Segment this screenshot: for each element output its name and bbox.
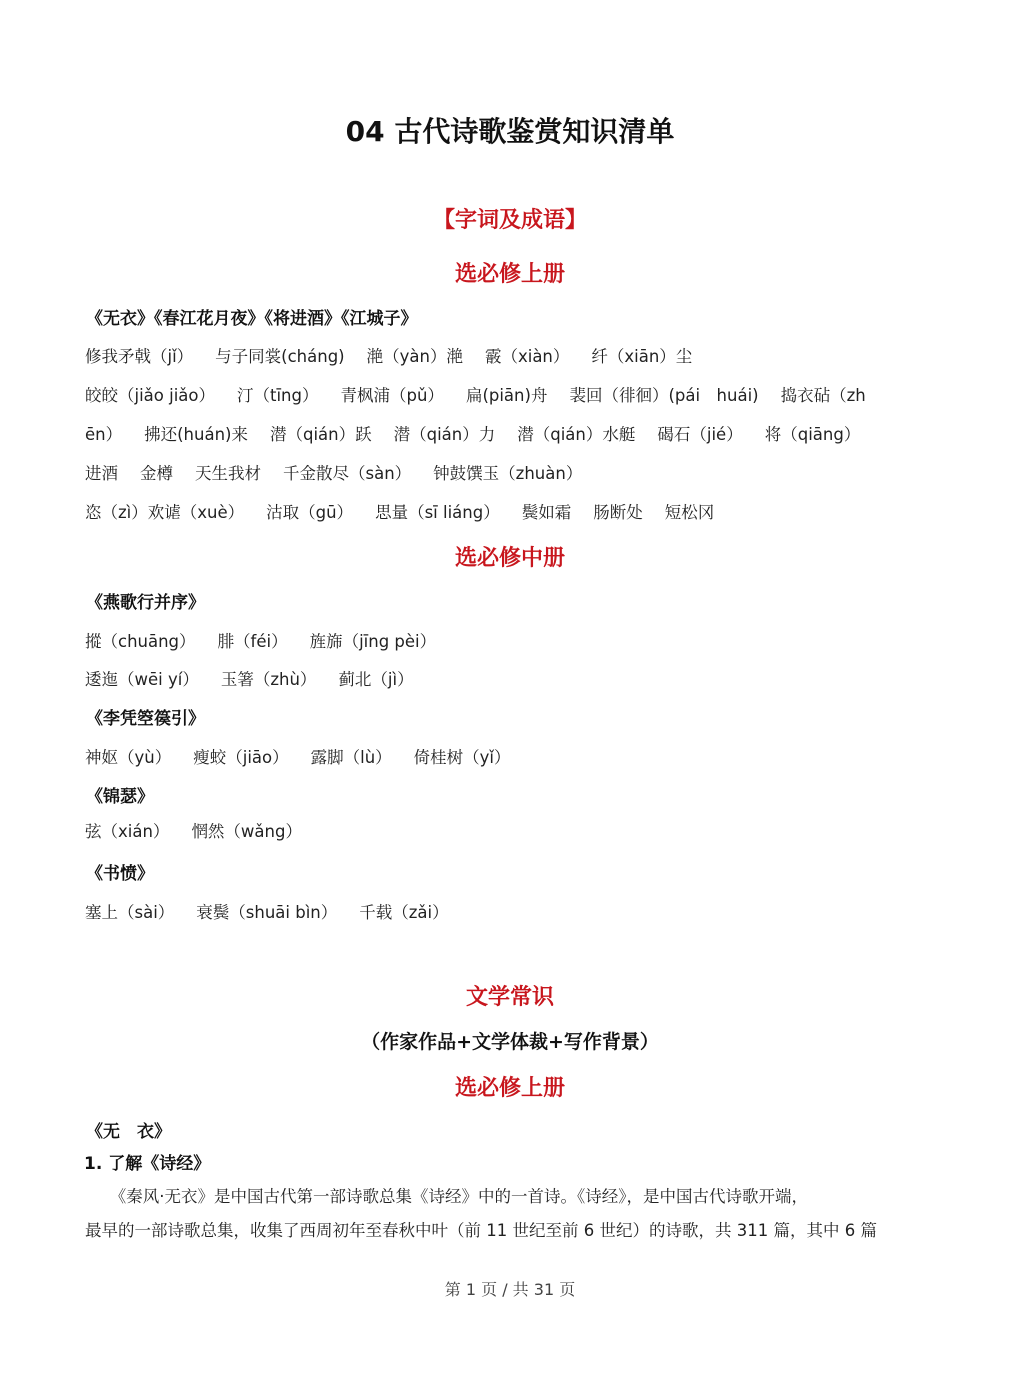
section-heading-literature: 文学常识 bbox=[465, 985, 554, 1010]
vocab-item: 裴回（徘徊）(pái huái) bbox=[569, 386, 759, 405]
vocab-item: 肠断处 bbox=[593, 503, 643, 522]
vocab-item: 鬓如霜 bbox=[521, 503, 572, 522]
volume-heading-upper-2: 选必修上册 bbox=[454, 1076, 565, 1101]
vocab-item: 短松冈 bbox=[664, 503, 715, 522]
vocab-item: 皎皎（jiǎo jiǎo） bbox=[85, 386, 215, 405]
vocab-item: 沽取（gū） bbox=[266, 503, 354, 522]
vocab-line bbox=[85, 505, 736, 522]
vocab-item: ēn） bbox=[85, 425, 123, 444]
poem-title: 《书愤》 bbox=[86, 864, 154, 884]
vocab-line bbox=[85, 824, 324, 841]
section-heading-vocab: 【字词及成语】 bbox=[432, 208, 587, 233]
vocab-line bbox=[85, 388, 888, 405]
vocab-item: 腓（féi） bbox=[217, 632, 288, 651]
vocab-item: 天生我材 bbox=[195, 464, 261, 483]
vocab-item: 玉箸（zhù） bbox=[220, 670, 317, 689]
section-subheading: （作家作品+文学体裁+写作背景） bbox=[361, 1031, 659, 1053]
vocab-item: 纤（xiān）尘 bbox=[591, 347, 693, 366]
volume-heading-middle: 选必修中册 bbox=[454, 546, 565, 571]
vocab-item: 捣衣砧（zh bbox=[780, 386, 866, 405]
poem-title: 《燕歌行并序》 bbox=[86, 593, 205, 613]
vocab-item: 将（qiāng） bbox=[764, 425, 861, 444]
vocab-item: 霰（xiàn） bbox=[484, 347, 570, 366]
vocab-line bbox=[85, 427, 882, 444]
vocab-item: 碣石（jié） bbox=[657, 425, 743, 444]
item-title: 1. 了解《诗经》 bbox=[84, 1154, 211, 1174]
vocab-item: 倚桂树（yǐ） bbox=[413, 748, 511, 767]
document-title: 04 古代诗歌鉴赏知识清单 bbox=[345, 115, 675, 148]
vocab-item: 千载（zǎi） bbox=[359, 903, 449, 922]
vocab-item: 逶迤（wēi yí） bbox=[85, 670, 199, 689]
vocab-item: 思量（sī liáng） bbox=[375, 503, 500, 522]
vocab-item: 神妪（yù） bbox=[85, 748, 172, 767]
vocab-item: 露脚（lù） bbox=[310, 748, 392, 767]
vocab-line bbox=[85, 634, 458, 651]
poem-title-wuyi: 《无 衣》 bbox=[86, 1122, 171, 1142]
vocab-item: 瘦蛟（jiāo） bbox=[193, 748, 289, 767]
vocab-item: 进酒 bbox=[85, 464, 118, 483]
vocab-item: 摐（chuāng） bbox=[85, 632, 196, 651]
vocab-item: 青枫浦（pǔ） bbox=[340, 386, 444, 405]
vocab-line bbox=[85, 750, 533, 767]
vocab-line bbox=[85, 349, 714, 366]
vocab-item: 与子同裳(cháng) bbox=[215, 347, 345, 366]
page-footer: 第 1 页 / 共 31 页 bbox=[444, 1280, 576, 1299]
vocab-item: 潜（qián）跃 bbox=[269, 425, 372, 444]
poem-titles: 《无衣》《春江花月夜》《将进酒》《江城子》 bbox=[86, 309, 418, 329]
vocab-item: 惘然（wǎng） bbox=[191, 822, 302, 841]
vocab-item: 修我矛戟（jǐ） bbox=[85, 347, 194, 366]
vocab-line bbox=[85, 466, 604, 483]
vocab-item: 汀（tīng） bbox=[237, 386, 319, 405]
volume-heading-upper: 选必修上册 bbox=[454, 262, 565, 287]
paragraph-line: 《秦风·无衣》是中国古代第一部诗歌总集《诗经》中的一首诗。《诗经》，是中国古代诗歌开端， bbox=[85, 1187, 808, 1206]
vocab-item: 弦（xián） bbox=[85, 822, 170, 841]
paragraph-line: 最早的一部诗歌总集，收集了西周初年至春秋中叶（前 11 世纪至前 6 世纪）的诗歌，共 311 篇，其中 6 篇 bbox=[85, 1221, 877, 1240]
vocab-item: 塞上（sài） bbox=[85, 903, 175, 922]
vocab-line bbox=[85, 672, 436, 689]
vocab-item: 恣（zì）欢谑（xuè） bbox=[85, 503, 245, 522]
vocab-item: 钟鼓馔玉（zhuàn） bbox=[433, 464, 583, 483]
poem-title: 《李凭箜篌引》 bbox=[86, 709, 205, 729]
vocab-item: 蓟北（jì） bbox=[338, 670, 414, 689]
vocab-item: 潜（qián）力 bbox=[393, 425, 496, 444]
vocab-item: 衰鬓（shuāi bìn） bbox=[196, 903, 338, 922]
vocab-item: 金樽 bbox=[140, 464, 173, 483]
vocab-item: 旌旆（jīng pèi） bbox=[309, 632, 437, 651]
vocab-item: 千金散尽（sàn） bbox=[283, 464, 412, 483]
vocab-item: 滟（yàn）滟 bbox=[366, 347, 463, 366]
vocab-line bbox=[85, 905, 471, 922]
vocab-item: 扁(piān)舟 bbox=[465, 386, 548, 405]
poem-title: 《锦瑟》 bbox=[86, 787, 154, 807]
vocab-item: 潜（qián）水艇 bbox=[517, 425, 636, 444]
vocab-item: 拂还(huán)来 bbox=[144, 425, 248, 444]
